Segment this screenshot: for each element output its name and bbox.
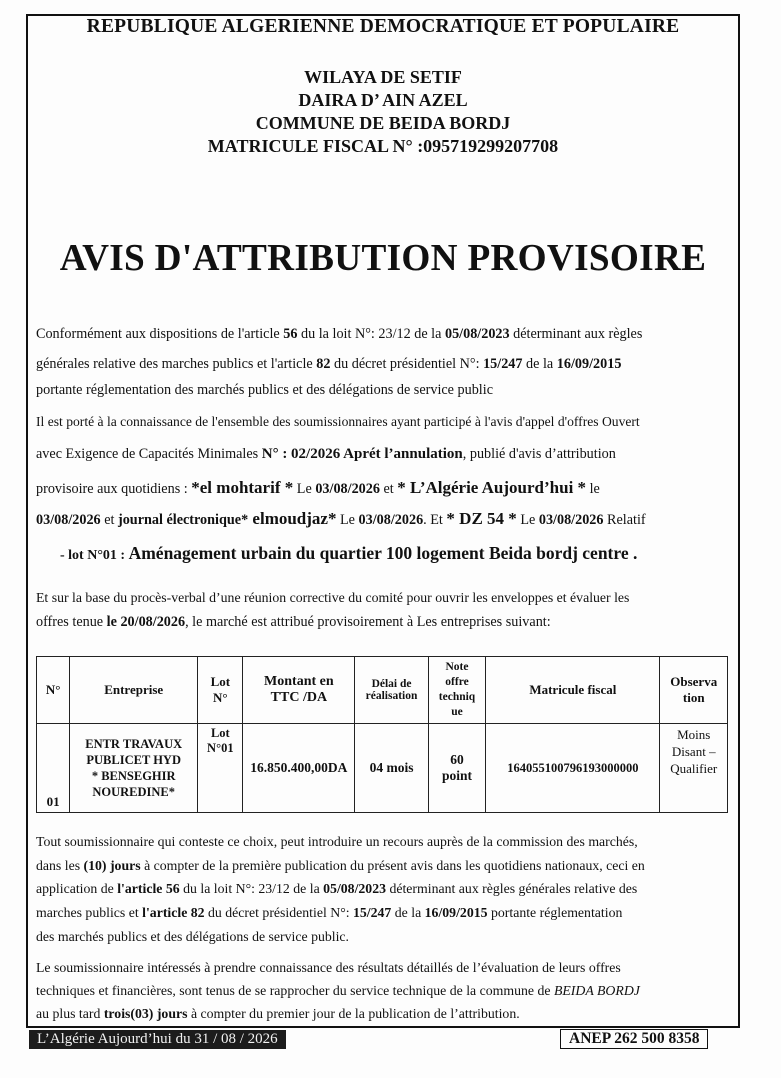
intro-line-1: Conformément aux dispositions de l'article 56 du la loit N°: 23/12 de la 05/08/2023 déterminant aux règles xyxy=(36,326,643,342)
table-row xyxy=(37,724,728,813)
recours-line-4: marches publics et l'article 82 du décret présidentiel N°: 15/247 de la 16/09/2015 portante réglementation xyxy=(36,905,623,920)
row-entreprise: ENTR TRAVAUX PUBLICET HYD * BENSEGHIR NOUREDINE* xyxy=(70,724,198,813)
administration-block xyxy=(26,66,740,158)
republic-banner: REPUBLIQUE ALGERIENNE DEMOCRATIQUE ET POPULAIRE xyxy=(86,16,680,37)
wilaya: WILAYA DE SETIF xyxy=(304,67,462,87)
notice-line-4: 03/08/2026 et journal électronique* elmoudjaz* Le 03/08/2026. Et * DZ 54 * Le 03/08/2026 Relatif xyxy=(36,509,646,528)
header-note: Note offre techniq ue xyxy=(428,657,485,724)
row-lot: Lot N°01 xyxy=(198,724,243,813)
row-observation: Moins Disant – Qualifier xyxy=(660,724,728,813)
newspaper-date-banner: L’Algérie Aujourd’hui du 31 / 08 / 2026 xyxy=(29,1030,286,1049)
basis-line-1: Et sur la base du procès-verbal d’une réunion corrective du comité pour ouvrir les enveloppes et évaluer les xyxy=(36,590,630,605)
recours-line-1: Tout soumissionnaire qui conteste ce choix, peut introduire un recours auprès de la commission des marchés, xyxy=(36,834,638,849)
header-matricule: Matricule fiscal xyxy=(486,657,660,724)
header-entreprise: Entreprise xyxy=(70,657,198,724)
header-delai: Délai de réalisation xyxy=(355,657,429,724)
recours-line-3: application de l'article 56 du la loit N°: 23/12 de la 05/08/2023 déterminant aux règles générales relative des xyxy=(36,881,638,896)
row-montant: 16.850.400,00DA xyxy=(243,724,355,813)
daira: DAIRA D’ AIN AZEL xyxy=(298,90,468,110)
notice-line-3: provisoire aux quotidiens : *el mohtarif * Le 03/08/2026 et * L’Algérie Aujourd’hui * le xyxy=(36,478,600,497)
header-lot: Lot N° xyxy=(198,657,243,724)
notice-line-1: Il est porté à la connaissance de l'ensemble des soumissionnaires ayant participé à l'avis d'appel d'offres Ouvert xyxy=(36,414,640,429)
attribution-table xyxy=(36,656,728,813)
intro-line-3: portante réglementation des marchés publics et des délégations de service public xyxy=(36,382,493,398)
header-montant: Montant en TTC /DA xyxy=(243,657,355,724)
closing-line-3: au plus tard trois(03) jours à compter du premier jour de la publication de l’attribution. xyxy=(36,1006,520,1021)
page-title: AVIS D'ATTRIBUTION PROVISOIRE xyxy=(59,237,707,279)
row-note: 60 point xyxy=(428,724,485,813)
intro-line-2: générales relative des marches publics et l'article 82 du décret présidentiel N°: 15/247 de la 16/09/2015 xyxy=(36,356,622,372)
header-observation: Observa tion xyxy=(660,657,728,724)
header-num: N° xyxy=(37,657,70,724)
lot-designation: - lot N°01 : Aménagement urbain du quartier 100 logement Beida bordj centre . xyxy=(60,543,638,563)
matricule-fiscal: MATRICULE FISCAL N° :095719299207708 xyxy=(207,136,559,156)
closing-line-1: Le soumissionnaire intéressés à prendre connaissance des résultats détaillés de l’évaluation de leurs offres xyxy=(36,960,621,975)
notice-line-2: avec Exigence de Capacités Minimales N° : 02/2026 Aprét l’annulation, publié d'avis d’attribution xyxy=(36,446,616,462)
table-header-row xyxy=(37,657,728,724)
row-num: 01 xyxy=(37,724,70,813)
recours-line-5: des marchés publics et des délégations de service public. xyxy=(36,929,350,944)
row-delai: 04 mois xyxy=(355,724,429,813)
closing-line-2: techniques et financières, sont tenus de se rapprocher du service technique de la commune de BEIDA BORDJ xyxy=(36,983,640,998)
recours-line-2: dans les (10) jours à compter de la première publication du présent avis dans les quotidiens nationaux, ceci en xyxy=(36,858,645,873)
row-matricule: 164055100796193000000 xyxy=(486,724,660,813)
commune: COMMUNE DE BEIDA BORDJ xyxy=(255,113,511,133)
basis-line-2: offres tenue le 20/08/2026, le marché est attribué provisoirement à Les entreprises suivant: xyxy=(36,614,551,630)
anep-reference: ANEP 262 500 8358 xyxy=(560,1029,708,1049)
